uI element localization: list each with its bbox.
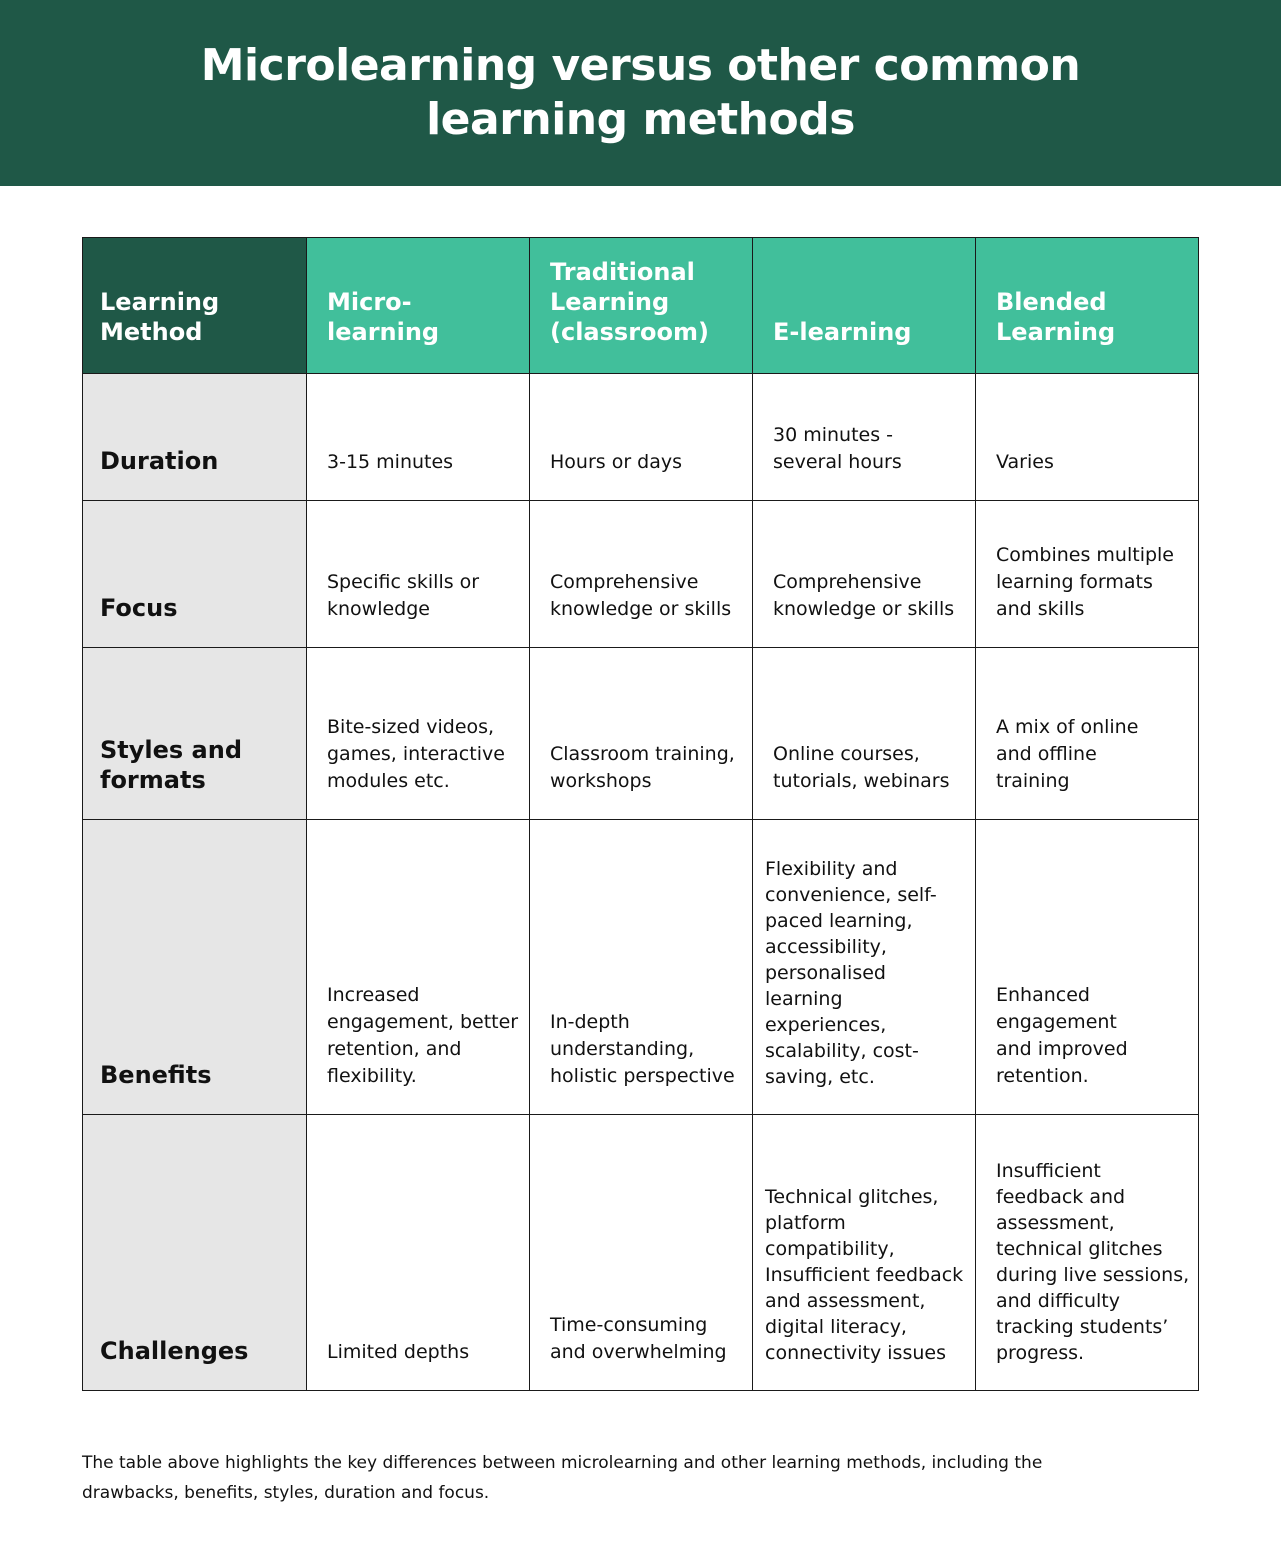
table-cell: Limited depths <box>307 1115 530 1391</box>
table-cell: Increased engagement, better retention, and flexibility. <box>307 820 530 1115</box>
comparison-table <box>82 237 1199 1391</box>
table-cell: In-depth understanding, holistic perspective <box>530 820 753 1115</box>
header-row <box>83 238 1199 374</box>
table-cell: Comprehensive knowledge or skills <box>530 501 753 648</box>
table-cell: Combines multiple learning formats and skills <box>976 501 1199 648</box>
column-header-blended: Blended Learning <box>976 238 1199 374</box>
table-cell: Technical glitches, platform compatibility, Insufficient feedback and assessment, digital literacy, connectivity issues <box>753 1115 976 1391</box>
table-row <box>83 374 1199 501</box>
table-cell: A mix of online and offline training <box>976 648 1199 820</box>
table-row <box>83 1115 1199 1391</box>
table-cell: Bite-sized videos, games, interactive modules etc. <box>307 648 530 820</box>
table-cell: 3-15 minutes <box>307 374 530 501</box>
page-title: Microlearning versus other common learning methods <box>200 40 1081 145</box>
table-row <box>83 648 1199 820</box>
table-cell: Varies <box>976 374 1199 501</box>
table-cell: Hours or days <box>530 374 753 501</box>
table-cell: Enhanced engagement and improved retention. <box>976 820 1199 1115</box>
column-header-traditional: Traditional Learning (classroom) <box>530 238 753 374</box>
row-header-styles: Styles and formats <box>83 648 307 820</box>
table-cell: Comprehensive knowledge or skills <box>753 501 976 648</box>
row-header-focus: Focus <box>83 501 307 648</box>
table-cell: Online courses, tutorials, webinars <box>753 648 976 820</box>
table-row <box>83 501 1199 648</box>
table-cell: Specific skills or knowledge <box>307 501 530 648</box>
row-header-challenges: Challenges <box>83 1115 307 1391</box>
row-header-duration: Duration <box>83 374 307 501</box>
table-caption: The table above highlights the key differences between microlearning and other learning methods, including the drawbacks, benefits, styles, duration and focus. <box>82 1453 1043 1503</box>
column-header-elearning: E-learning <box>753 238 976 374</box>
row-header-benefits: Benefits <box>83 820 307 1115</box>
title-banner <box>0 0 1281 186</box>
table-cell: Time-consuming and overwhelming <box>530 1115 753 1391</box>
column-header-microlearning: Micro-learning <box>307 238 530 374</box>
table-cell: 30 minutes -several hours <box>753 374 976 501</box>
table-row <box>83 820 1199 1115</box>
table-cell: Classroom training, workshops <box>530 648 753 820</box>
table-cell: Insufficient feedback and assessment, technical glitches during live sessions, and difficulty tracking students’ progress. <box>976 1115 1199 1391</box>
corner-header: Learning Method <box>83 238 307 374</box>
table-cell: Flexibility and convenience, self-paced learning, accessibility, personalised learning experiences, scalability, cost-saving, etc. <box>753 820 976 1115</box>
